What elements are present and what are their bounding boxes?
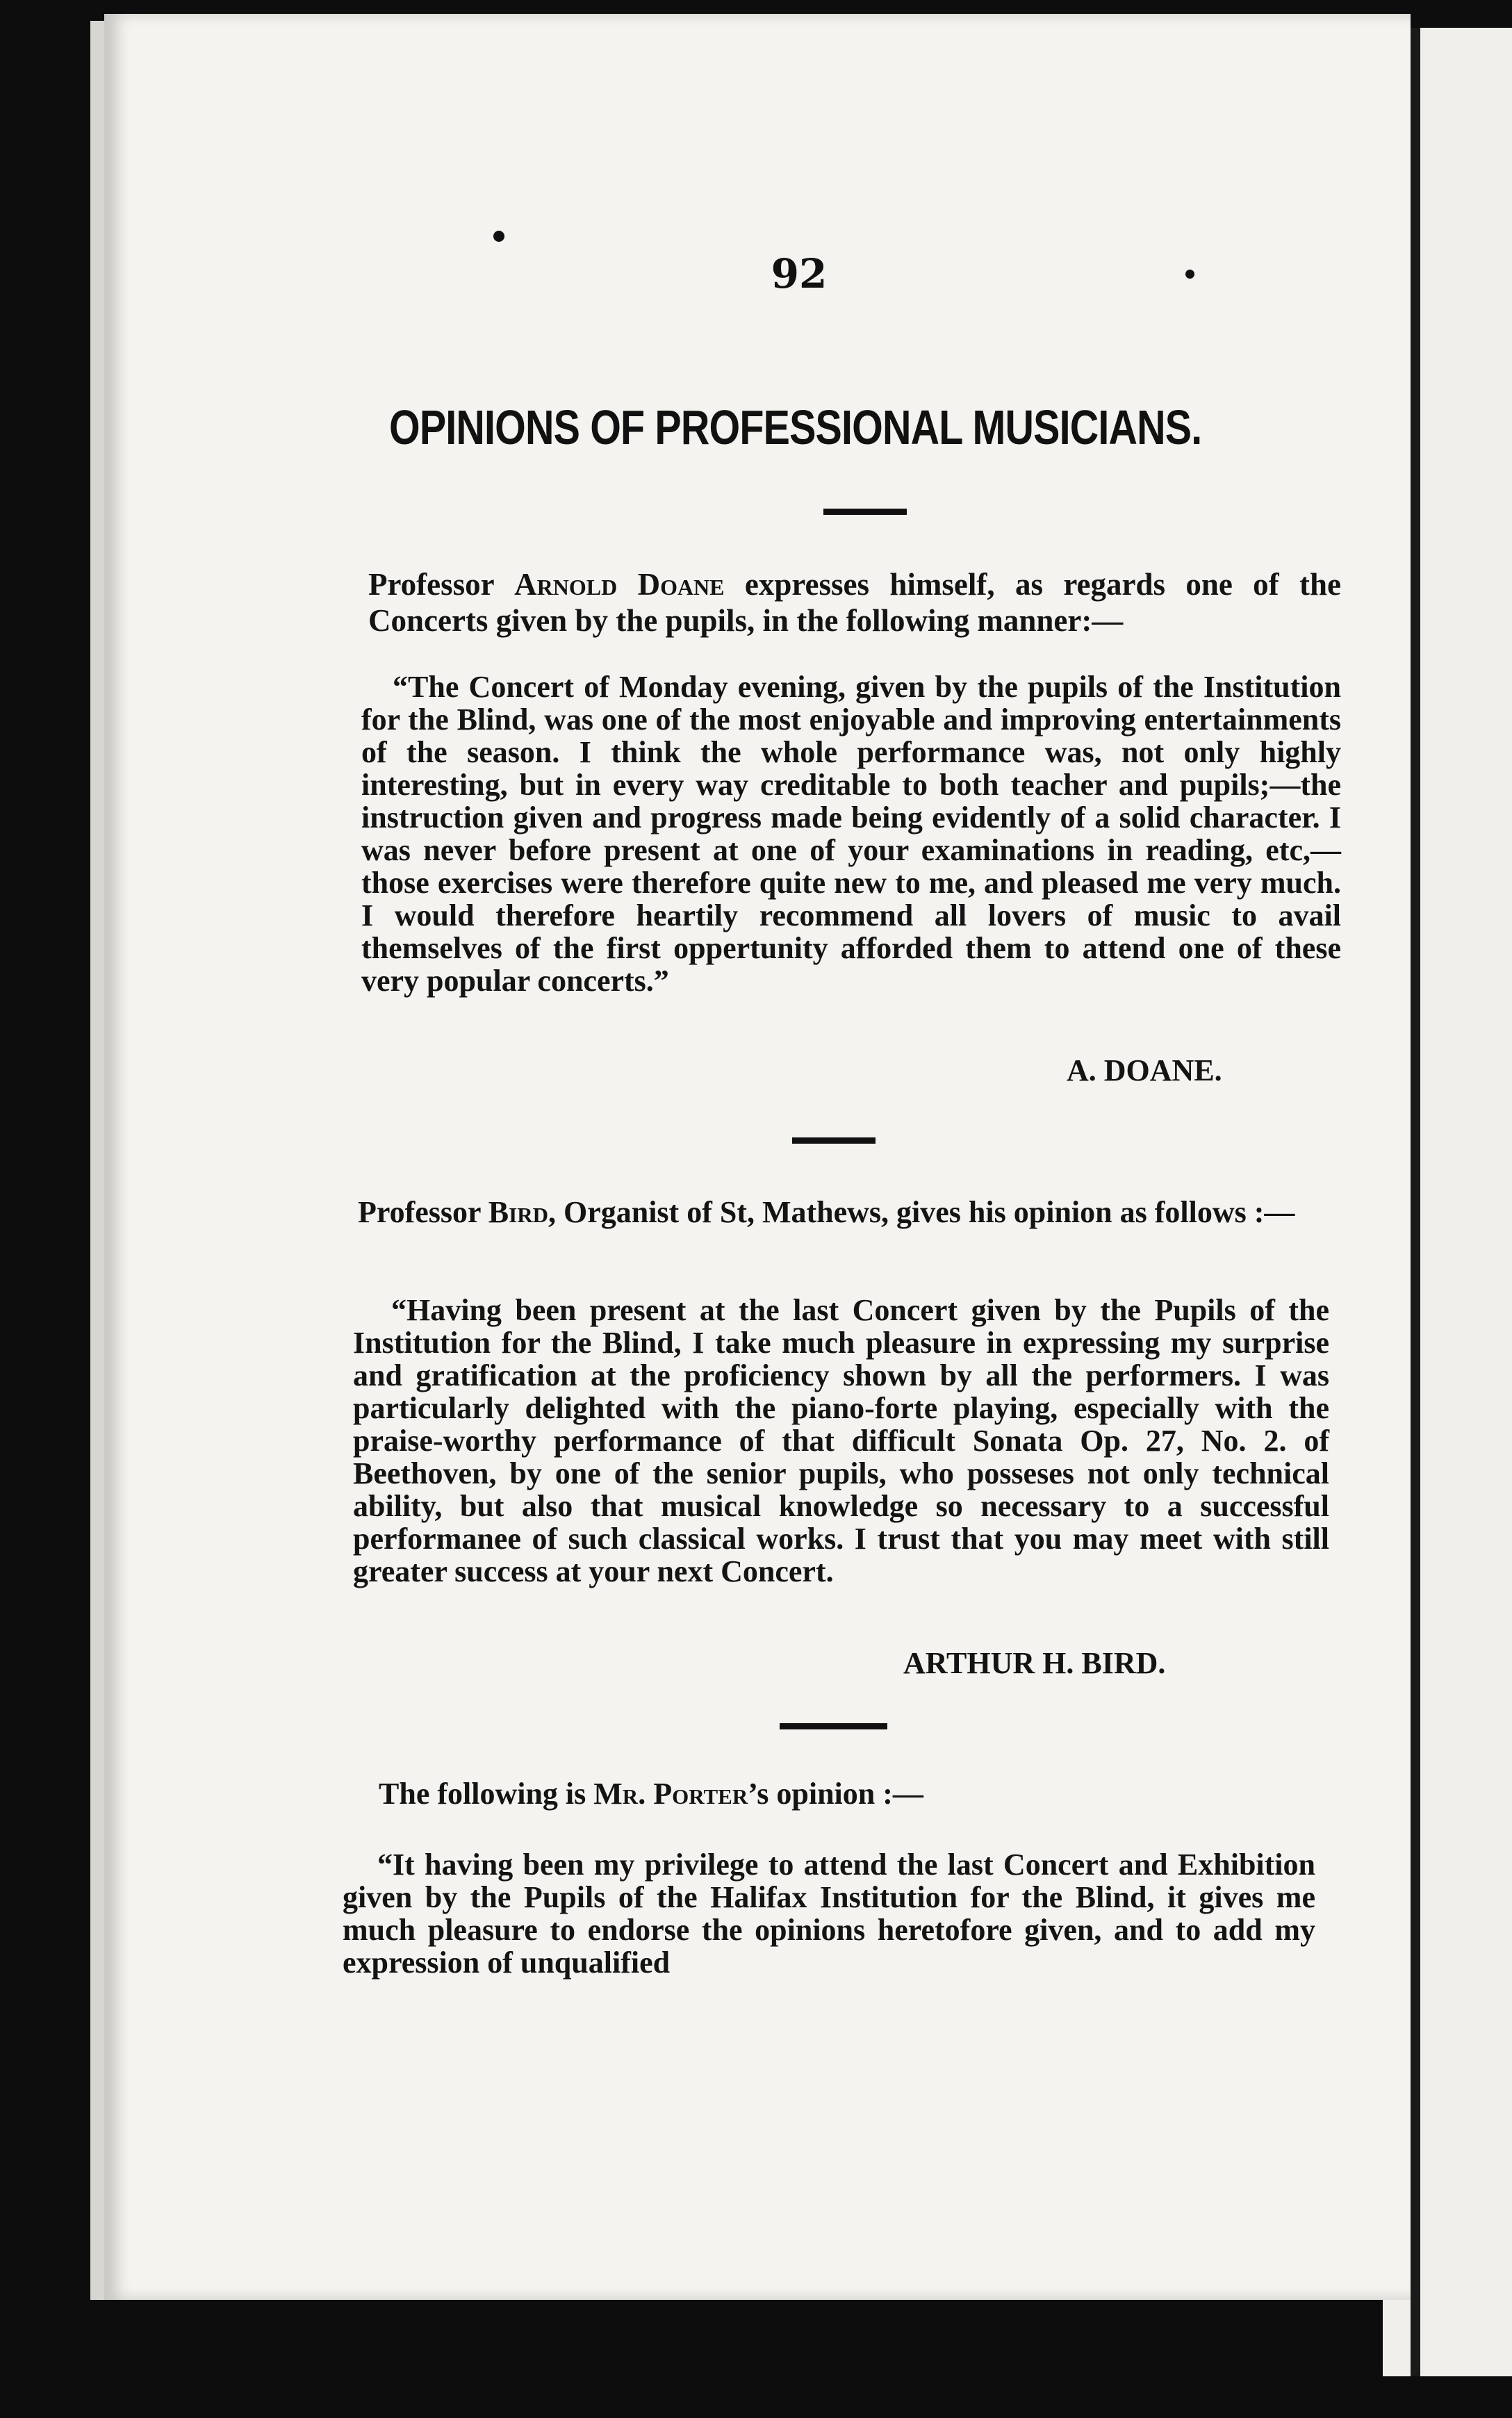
doane-rule	[792, 1137, 876, 1144]
porter-intro-suffix: ’s opinion :—	[748, 1777, 923, 1811]
bird-quote: “Having been present at the last Concert given by the Pupils of the Institution for the Blind, I take much pleasure in expressing my surprise and gratification at the proficiency shown by all the performers. I was particularly delighted with the piano-forte playing, especially with the praise-worthy performance of that difficult Sonata Op. 27, No. 2. of Beethoven, by one of the senior pupils, who posseses not only technical ability, but also that musical knowledge so necessary to a successful performanee of such classical works. I trust that you may meet with still greater success at your next Concert.	[353, 1293, 1329, 1588]
porter-intro	[379, 1776, 1282, 1812]
print-dot-left	[493, 231, 504, 242]
bird-intro-prefix: Professor	[358, 1195, 488, 1229]
doane-signature: A. DOANE.	[1067, 1053, 1222, 1087]
doane-intro	[368, 566, 1341, 639]
doane-intro-suffix: expresses himself, as regards one of the Concerts given by the pupils, in the following manner:—	[368, 567, 1342, 638]
bird-intro-suffix: , Organist of St, Mathews, gives his opinion as follows :—	[548, 1195, 1295, 1229]
bird-rule	[780, 1723, 887, 1729]
porter-quote: “It having been my privilege to attend the last Concert and Exhibition given by the Pupils of the Halifax Institution for the Blind, it gives me much pleasure to endorse the opinions heretofore given, and to add my expression of unqualified	[343, 1848, 1315, 1980]
page-number: 92	[771, 250, 828, 297]
porter-intro-prefix: The following is	[379, 1777, 594, 1811]
doane-intro-prefix: Professor	[368, 567, 515, 602]
print-dot-right	[1185, 270, 1194, 279]
page-title: OPINIONS OF PROFESSIONAL MUSICIANS.	[389, 400, 1202, 454]
bird-signature: ARTHUR H. BIRD.	[903, 1646, 1166, 1680]
doane-quote: “The Concert of Monday evening, given by the pupils of the Institution for the Blind, was one of the most enjoyable and improving entertainments of the season. I think the whole performance was, not only highly interesting, but in every way creditable to both teacher and pupils;—the instruction given and progress made being evidently of a solid character. I was never before present at one of your examinations in reading, etc,—those exercises were therefore quite new to me, and pleased me very much. I would therefore heartily recommend all lovers of music to avail themselves of the first oppertunity afforded them to attend one of these very popular concerts.”	[361, 670, 1341, 998]
binding-shadow	[1411, 28, 1420, 2376]
title-rule	[823, 509, 907, 515]
doane-name: Arnold Doane	[514, 567, 725, 602]
bird-intro	[358, 1195, 1331, 1230]
porter-name: Mr. Porter	[593, 1777, 748, 1811]
bird-name: Bird	[488, 1195, 548, 1229]
